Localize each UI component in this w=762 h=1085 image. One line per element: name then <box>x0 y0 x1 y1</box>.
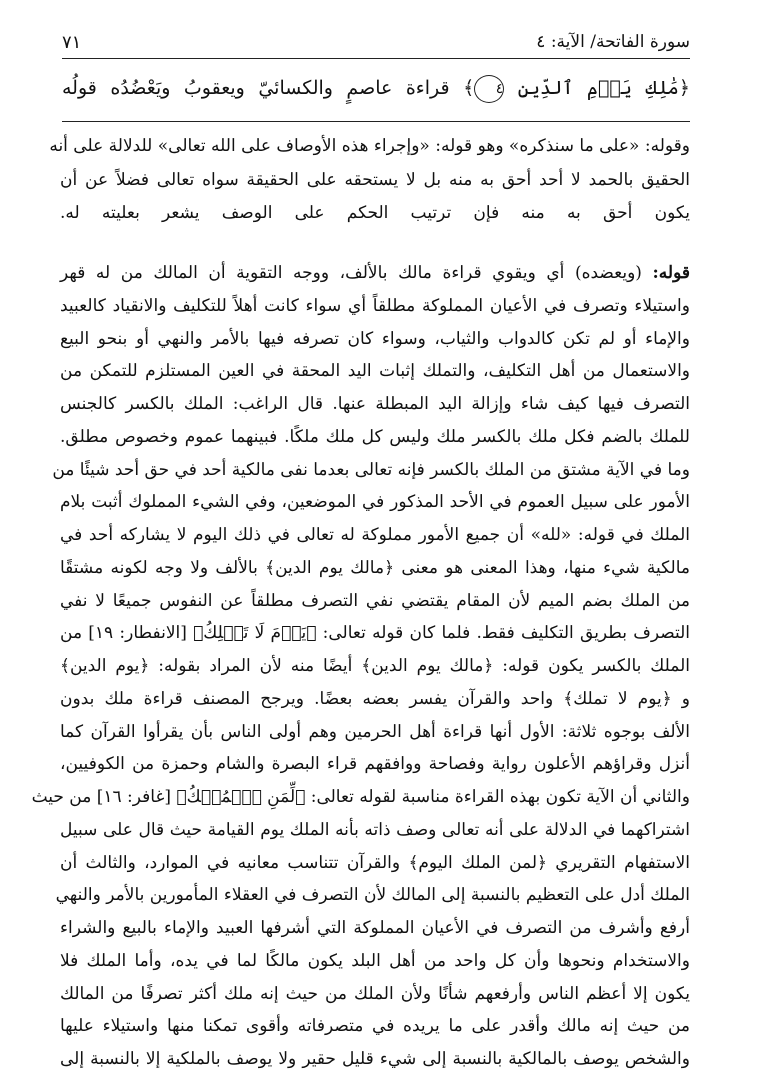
text-line <box>60 257 690 290</box>
header-divider <box>62 58 690 59</box>
text-line: يكون أحق به منه فإن ترتيب الحكم على الوصف يشعر بعليته له. <box>60 203 690 223</box>
text-line: و ﴿يوم لا تملك﴾ واحد والقرآن يفسر بعضه بعضًا. ويرجح المصنف قراءة ملك بدون <box>60 688 690 709</box>
text-line: الأمور على سبيل العموم في الأحد المذكور في الموضعين، وفي الشيء المملوك أثبت بلام <box>60 492 690 513</box>
text-line: والاستعمال من أهل التكليف، والتملك إثبات اليد المحقة في العين المستلزم للتمكن من <box>60 361 690 382</box>
text-line: الملك بالكسر يكون قوله: ﴿مالك يوم الدين﴾ أيضًا منه لأن المراد بقوله: ﴿يوم الدين﴾ <box>60 656 690 676</box>
text-line: من حيث إنه مالك وأقدر على ما يريده في متصرفاته وأقوى تمكنا منها واستيلاء عليها <box>60 1016 690 1037</box>
text-line: التصرف فيها كيف شاء وإزالة اليد المبطلة عنها. قال الراغب: الملك بالكسر كالجنس <box>60 394 690 414</box>
text-line-rest: (ويعضده) أي ويقوي قراءة مالك بالألف، ووجه التقوية أن المالك من له قهر <box>60 263 642 283</box>
base-text-line <box>62 68 690 108</box>
verse-number-marker: ٤ <box>474 75 504 103</box>
text-line: الملك في قوله: «لله» أن جميع الأمور مملوكة له تعالى في ذلك اليوم لا يشاركه أحد في <box>60 525 690 545</box>
verse-bracket-close: ﴾ <box>463 77 475 99</box>
text-line: الحقيق بالحمد لا أحد أحق به منه بل لا يستحقه على الحقيقة سواه تعالى فضلاً عن أن <box>60 169 690 190</box>
commentary-paragraph-2 <box>31 257 690 1076</box>
text-line: يكون إلا أعظم الناس وأرفعهم شأنًا ولأن الملك من حيث إنه ملك أكثر تصرفًا من المالك <box>60 983 690 1004</box>
surah-title: سورة الفاتحة/ الآية: ٤ <box>536 32 690 52</box>
text-line: والإماء أو لم تكن كالدواب والثياب، وسواء كان تصرفه فيها بالأمر والنهي أو بنحو البيع <box>60 328 690 349</box>
text-line: والثاني أن الآية تكون بهذه القراءة مناسبة لقوله تعالى: ﴿لِّمَنِ ٱلۡمُلۡكُ﴾ [غافر: ١٦] من حيث <box>31 787 690 807</box>
commentary-paragraph-1 <box>49 130 690 231</box>
text-line: مالكية شيء منها، وهذا المعنى هو معنى ﴿مالك يوم الدين﴾ بالألف ولا وجه لكونه مشتقًا <box>60 557 690 578</box>
text-line: اشتراكهما في الدلالة على أنه تعالى وصف ذاته بأنه الملك يوم القيامة حيث قال على سبيل <box>60 819 690 840</box>
text-line: الألف بوجوه ثلاثة: الأول أنها قراءة أهل الحرمين وهم أولى الناس بأن يقرأوا القرآن كما <box>60 721 690 742</box>
text-line: التصرف بطريق التكليف فقط. فلما كان قوله تعالى: ﴿يَوۡمَ لَا تَمۡلِكُ﴾ [الانفطار: ١٩] من <box>60 623 690 644</box>
text-line: وما في الآية مشتق من الملك بالكسر فإنه تعالى بعدما نفى مالكية أحد في حق أحد شيئًا من <box>52 459 690 480</box>
text-line: للملك بالضم فكل ملك بالكسر ملك وليس كل ملك ملكًا. فبينهما عموم وخصوص مطلق. <box>60 426 690 447</box>
text-line: وقوله: «على ما سنذكره» وهو قوله: «وإجراء هذه الأوصاف على الله تعالى» للدلالة على أنه <box>49 136 690 156</box>
text-line: والاستخدام ونحوها وأن كل واحد من أهل البلد يكون مالكًا لما في يده، وأما الملك فلا <box>60 950 690 971</box>
section-divider <box>62 121 690 122</box>
commentary-label: قوله: <box>652 263 690 283</box>
text-line: الاستفهام التقريري ﴿لمن الملك اليوم﴾ والقرآن تتناسب معانيه في الموارد، والثالث أن <box>60 852 690 873</box>
text-line: الملك أدل على التعظيم بالنسبة إلى المالك لأن التصرف في العقلاء المأمورين بالأمر والنهي <box>55 885 690 906</box>
text-line: أنزل وقراؤهم الأعلون رواية وفصاحة ووافقهم قراء البصرة والشام وحمزة من الكوفيين، <box>60 754 690 775</box>
text-line: أرفع وأشرف من التصرف في الأعيان المملوكة التي أشرفها العبيد والإماء بالبيع والشراء <box>60 918 690 938</box>
text-line: والشخص يوصف بالمالكية بالنسبة إلى شيء قليل حقير ولا يوصف بالملكية إلا بالنسبة إلى <box>60 1049 690 1069</box>
text-line: واستيلاء وتصرف في الأعيان المملوكة مطلقاً أي سواء كانت أهلاً للتكليف والانقياد كالعبيد <box>60 295 690 316</box>
base-text-rest: قراءة عاصمٍ والكسائيّ ويعقوبُ ويَعْضُدُه قولُه <box>62 77 450 99</box>
text-line: من الملك بضم الميم لأن المقام يقتضي نفي التصرف مطلقاً عن النفوس جميعًا لا نفي <box>60 590 690 611</box>
quranic-verse: مَٰلِكِ يَوۡمِ ٱلدِّينِ <box>517 77 679 99</box>
running-header <box>62 28 690 58</box>
page-number: ٧١ <box>62 32 82 53</box>
verse-bracket-open: ﴿ <box>678 77 690 99</box>
